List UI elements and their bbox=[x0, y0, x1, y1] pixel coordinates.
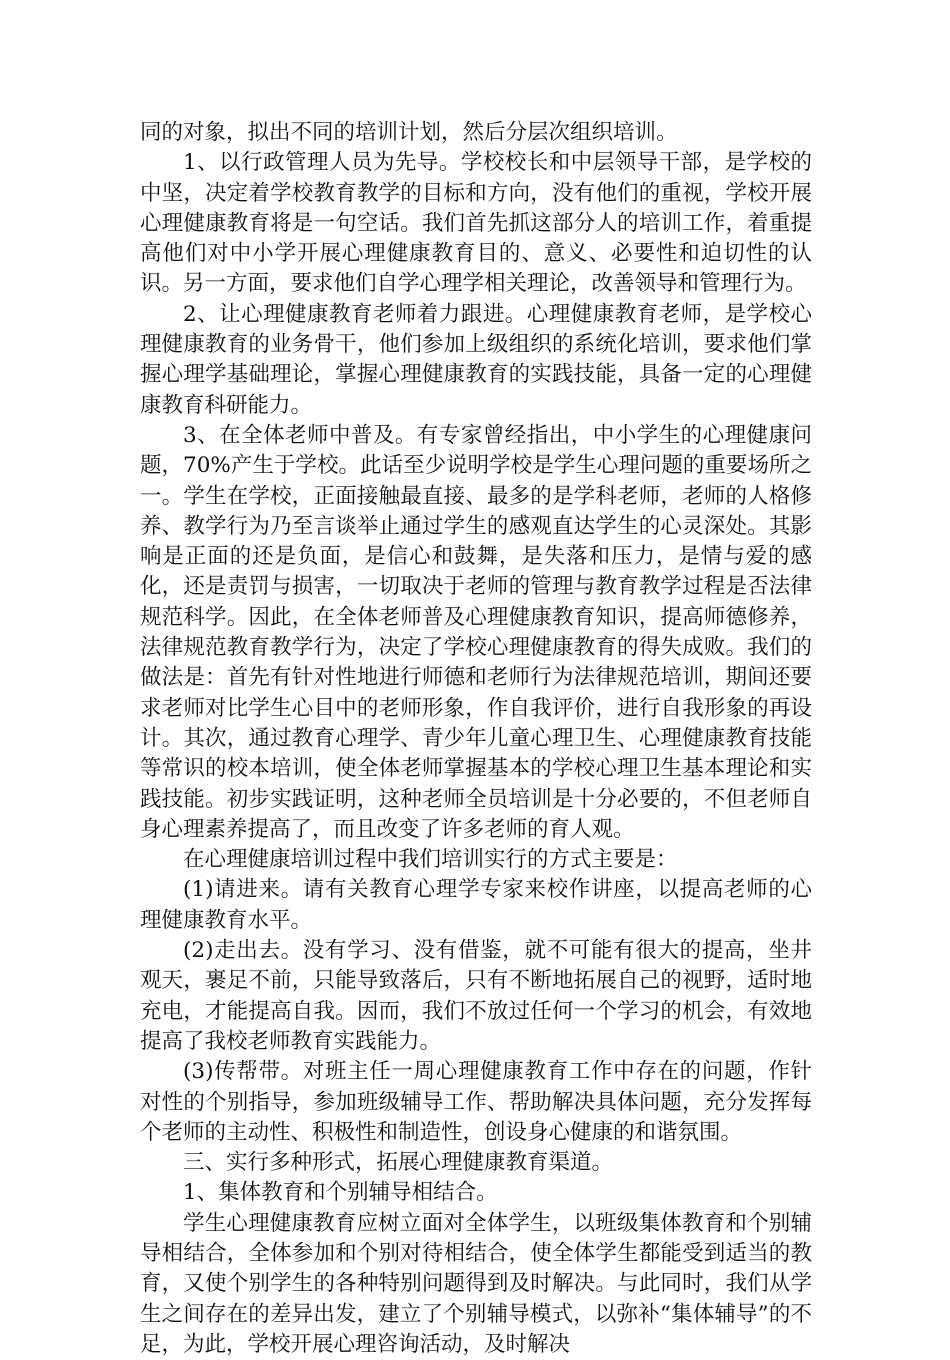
paragraph: 2、让心理健康教育老师着力跟进。心理健康教育老师，是学校心理健康教育的业务骨干，他们参加上级组织的系统化培训，要求他们掌握心理学基础理论，掌握心理健康教育的实践技能，具备一定的心理健康教育科研能力。 bbox=[140, 301, 812, 418]
paragraph: 在心理健康培训过程中我们培训实行的方式主要是： bbox=[183, 847, 678, 873]
paragraph: 学生心理健康教育应树立面对全体学生，以班级集体教育和个别辅导相结合，全体参加和个别对待相结合，使全体学生都能受到适当的教育，又使个别学生的各种特别问题得到及时解决。与此同时，我们从学生之间存在的差异出发，建立了个别辅导模式，以弥补“集体辅导”的不足，为此，学校开展心理咨询活动，及时解决 bbox=[140, 1210, 812, 1357]
paragraph: 3、在全体老师中普及。有专家曾经指出，中小学生的心理健康问题，70%产生于学校。此话至少说明学校是学生心理问题的重要场所之一。学生在学校，正面接触最直接、最多的是学科老师，老师的人格修养、教学行为乃至言谈举止通过学生的感观直达学生的心灵深处。其影响是正面的还是负面，是信心和鼓舞，是失落和压力，是情与爱的感化，还是责罚与损害，一切取决于老师的管理与教育教学过程是否法律规范科学。因此，在全体老师普及心理健康教育知识，提高师德修养，法律规范教育教学行为，决定了学校心理健康教育的得失成败。我们的做法是：首先有针对性地进行师德和老师行为法律规范培训，期间还要求老师对比学生心目中的老师形象，作自我评价，进行自我形象的再设计。其次，通过教育心理学、青少年儿童心理卫生、心理健康教育技能等常识的校本培训，使全体老师掌握基本的学校心理卫生基本理论和实践技能。初步实践证明，这种老师全员培训是十分必要的，不但老师自身心理素养提高了，而且改变了许多老师的育人观。 bbox=[140, 422, 812, 842]
section-heading: 三、实行多种形式，拓展心理健康教育渠道。 bbox=[183, 1150, 614, 1176]
list-item: (2)走出去。没有学习、没有借鉴，就不可能有很大的提高，坐井观天，裹足不前，只能导致落后，只有不断地拓展自己的视野，适时地充电，才能提高自我。因而，我们不放过任何一个学习的机会，有效地提高了我校老师教育实践能力。 bbox=[140, 938, 812, 1054]
list-item: (1)请进来。请有关教育心理学专家来校作讲座，以提高老师的心理健康教育水平。 bbox=[140, 877, 812, 933]
paragraph: 同的对象，拟出不同的培训计划，然后分层次组织培训。 bbox=[140, 120, 678, 145]
list-item: (3)传帮带。对班主任一周心理健康教育工作中存在的问题，作针对性的个别指导，参加班级辅导工作、帮助解决具体问题，充分发挥每个老师的主动性、积极性和制造性，创设身心健康的和谐氛围。 bbox=[140, 1059, 812, 1145]
paragraph: 1、以行政管理人员为先导。学校校长和中层领导干部，是学校的中坚，决定着学校教育教学的目标和方向，没有他们的重视，学校开展心理健康教育将是一句空话。我们首先抓这部分人的培训工作，着重提高他们对中小学开展心理健康教育目的、意义、必要性和迫切性的认识。另一方面，要求他们自学心理学相关理论，改善领导和管理行为。 bbox=[140, 150, 812, 297]
document-body bbox=[140, 118, 812, 1360]
subsection-heading: 1、集体教育和个别辅导相结合。 bbox=[183, 1180, 498, 1206]
